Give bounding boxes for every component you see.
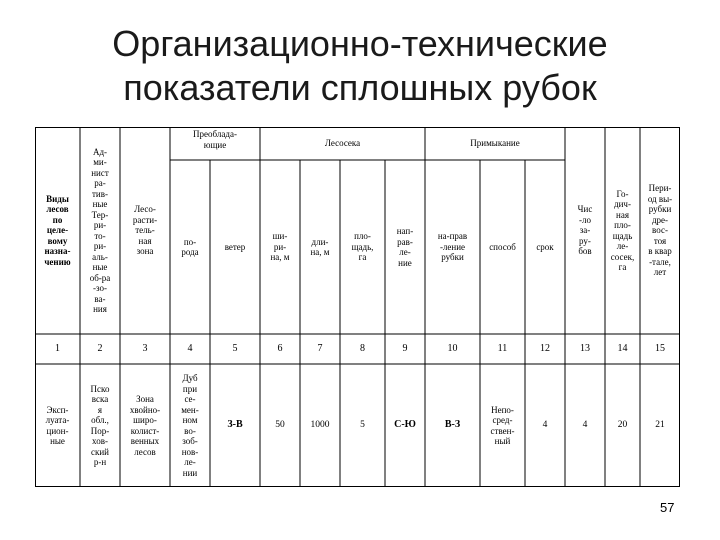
header-sposob: способ: [489, 241, 516, 252]
column-number-4: 4: [187, 342, 193, 354]
row-chislo-zarubov: 4: [582, 420, 588, 431]
header-shirina: ши- ри- на, м: [270, 231, 290, 263]
header-chislo-zarubov: Чис -ло за- ру- бов: [577, 204, 593, 257]
header-group-lesoseka: Лесосека: [324, 138, 361, 149]
column-number-3: 3: [142, 342, 148, 354]
column-number-14: 14: [617, 342, 628, 354]
column-number-9: 9: [402, 342, 408, 354]
title-line-2: показатели сплошных рубок: [123, 67, 597, 108]
header-ploshchad: пло- щадь, га: [351, 231, 374, 263]
column-number-5: 5: [232, 342, 238, 354]
row-veter: З-В: [227, 419, 243, 431]
column-number-12: 12: [540, 342, 550, 354]
header-period-vyrubki: Пери- од вы- рубки дре- вос- тоя в квар -тале, лет: [647, 183, 673, 278]
column-number-11: 11: [497, 342, 508, 354]
column-number-15: 15: [655, 342, 665, 354]
header-veter: ветер: [224, 241, 246, 252]
row-napravlenie: С-Ю: [394, 419, 416, 431]
row-sposob: Непо- сред- ствен- ный: [490, 404, 515, 446]
header-group-preobladayushchie: Преоблада- ющие: [193, 129, 237, 150]
header-srok: срок: [536, 241, 554, 252]
column-number-2: 2: [97, 342, 103, 354]
column-number-10: 10: [447, 342, 458, 354]
header-group-primykanie: Примыкание: [470, 138, 520, 149]
row-napravlennye-rubki: В-З: [444, 419, 461, 431]
header-lesorastitelnaya-zona: Лесо- расти- тель- ная зона: [132, 204, 158, 257]
header-dlina: дли- на, м: [310, 236, 330, 257]
row-dlina: 1000: [310, 420, 330, 431]
row-shirina: 50: [275, 420, 285, 431]
row-lesorastitelnaya-zona: Зона хвойно- широ- колист- венных лесов: [129, 394, 161, 457]
row-ploshchad: 5: [360, 420, 365, 431]
title-line-1: Организационно-технические: [112, 23, 608, 64]
header-vidy-lesov: Виды лесов по целе- вому назна- чению: [44, 193, 71, 267]
header-napravlenie: нап- рав- ле- ние: [396, 226, 414, 268]
row-srok: 4: [542, 420, 548, 431]
header-napravlennye-rubki: на-прав -ление рубки: [437, 231, 468, 263]
row-poroda: Дуб при се- мен- ном во- зоб- нов- ле- нии: [181, 373, 199, 478]
row-period-vyrubki: 21: [655, 420, 665, 431]
header-poroda: по- рода: [181, 236, 199, 257]
column-number-6: 6: [277, 342, 283, 354]
column-number-1: 1: [55, 342, 60, 354]
column-number-7: 7: [317, 342, 323, 354]
header-admin-territorial: Ад- ми- нист ра- тив- ные Тер- ри- то- ри- аль- ные об-ра -зо- ва- ния: [89, 146, 111, 314]
page-title: [0, 22, 720, 110]
row-admin-territorial: Пско вска я обл., Пор- хов- ский р-н: [90, 383, 110, 467]
row-vidy-lesov: Эксп- луата- цион- ные: [45, 404, 70, 446]
organizational-technical-table: [35, 127, 680, 487]
row-godichnaya-ploshchad: 20: [617, 420, 628, 431]
header-godichnaya-ploshchad: Го- дич- ная пло- щадь ле- сосек, га: [610, 188, 635, 272]
column-number-8: 8: [360, 342, 365, 354]
page-number: 57: [660, 500, 675, 515]
column-number-13: 13: [580, 342, 590, 354]
